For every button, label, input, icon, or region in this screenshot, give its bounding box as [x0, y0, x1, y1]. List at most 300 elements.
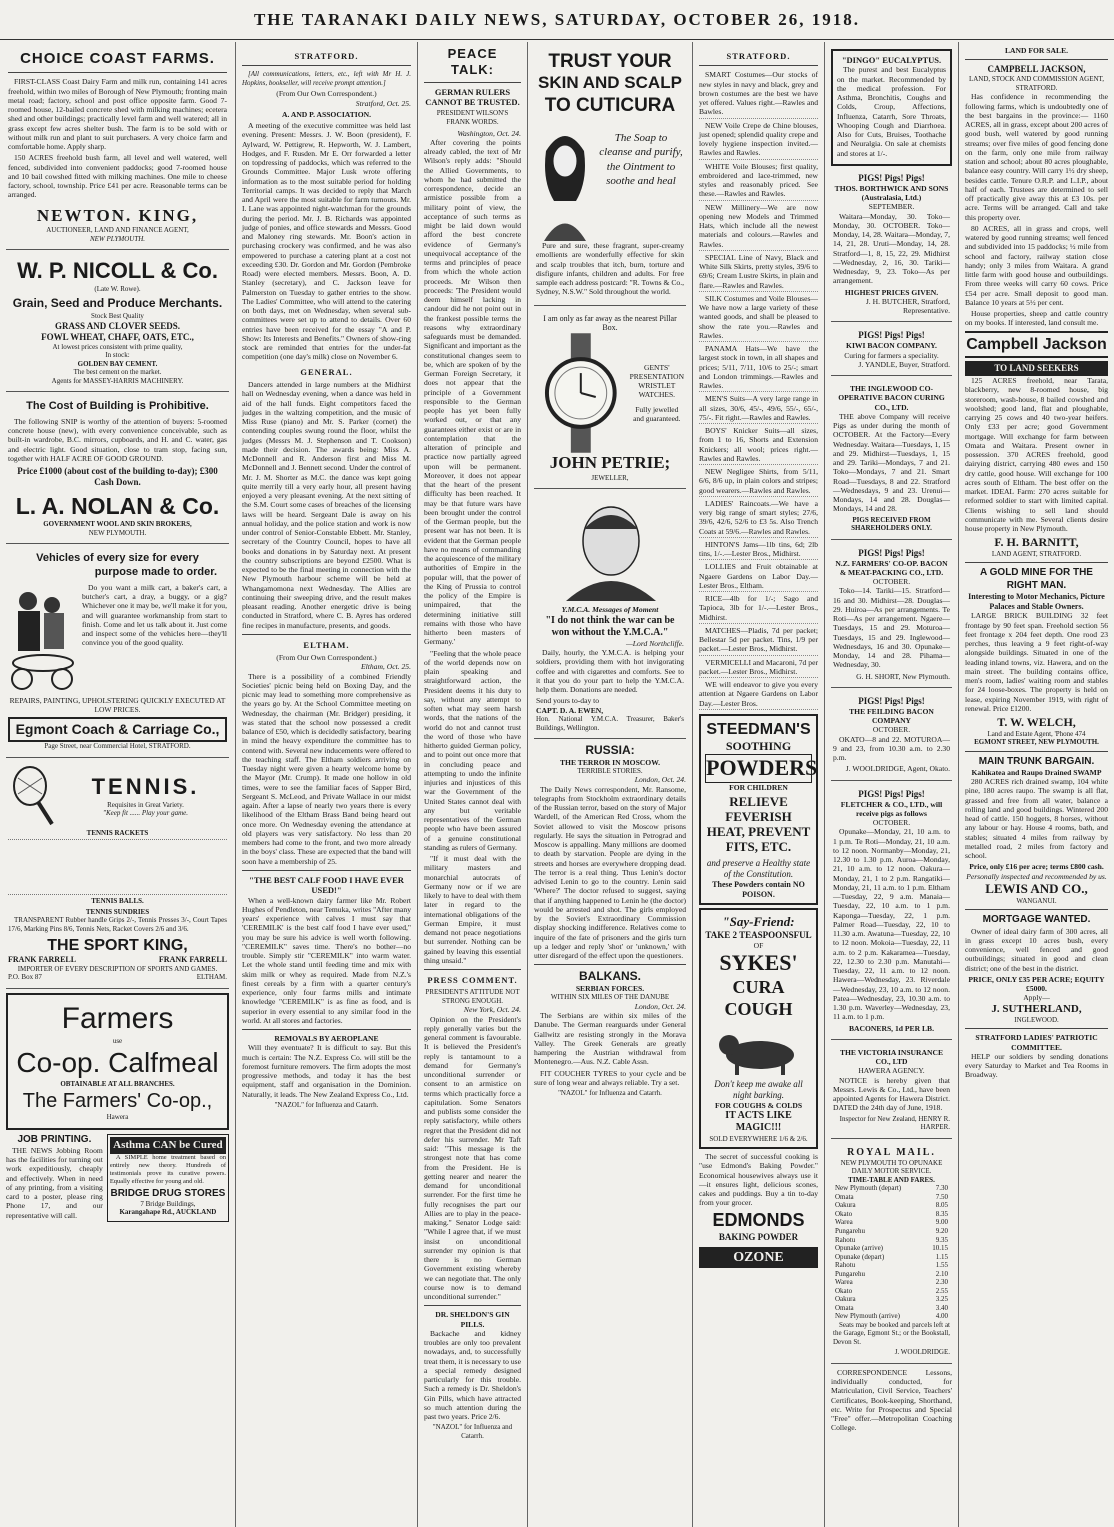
pigs3-firm: N.Z. FARMERS' CO-OP. BACON & MEAT-PACKING CO., LTD.	[835, 558, 948, 577]
classified-item: BOYS' Knicker Suits—all sizes, from 1 to 16, Shorts and Extension Knickers; all wool; prices right.—Rawles and Rawles.	[699, 426, 818, 465]
press-comment-head: PRESS COMMENT.	[427, 975, 518, 985]
job-title: JOB PRINTING.	[17, 1133, 92, 1145]
eltham-head: ELTHAM.	[303, 639, 350, 650]
mail-row	[833, 1201, 950, 1210]
sykes-magic: IT ACTS LIKE MAGIC!!!	[725, 1110, 792, 1134]
tennis-ad	[6, 762, 229, 989]
nicoll-stock: Stock Best Quality	[91, 312, 144, 321]
column-1	[0, 42, 236, 1527]
dog-illustration	[705, 1025, 815, 1075]
nicoll-title: W. P. NICOLL & Co.	[17, 258, 218, 284]
classified-item: NEW Voile Crepe de Chine blouses, just opened; splendid quality crepe and lovely hygiene inspection invited.—Rawles and Rawles.	[699, 121, 818, 160]
cuticura-ad	[534, 46, 686, 306]
drsheldon-body: Backache and kidney troubles are only too prevalent nowadays, and, to successfully treat them, it is necessary to use a special remedy designed particularly for this trouble. Such a remedy is Dr. Sheldon's Gin Pills, which have attracted so much attention during the past two years. Price 2/6.	[424, 1328, 521, 1422]
wilson-body: After covering the points already cabled, the text of Mr Wilson's reply adds: "Should the Allied Governments, to whom he had submitted the correspondence, decide an armistice possible from a military point of view, the acceptance of such terms as might be laid down would afford the best concrete evidence of Germany's unequivocal acceptance of the terms and principles of peace from which the whole action proceeds. Mr Wilson then proceeds: 'The President would deem himself lacking in candour did he not point out in the frankest possible terms the reasons why extraordinary safeguards must be demanded. Significant and important as the constitutional changes seem to be, which are spoken of by the German Foreign Secretary, it does not appear that the principle of a Government responsible to the German people has yet been fully worked out, or that any guarantees either exist or are in contemplation that the alteration of principle and practice now partially agreed upon will be permanent. Moreover, it does not appear that the heart of the present difficulty has been reached. It may be that future wars have been brought under the control of the German people, but the present war has not been. It is evident that the German people have no means of commanding the acquiescence of the military authorities of Empire in the popular will, that the power of the King of Prussia to control the policy of the Empire is unimpaired, that the determining initiative still remains with those who have hitherto been masters of Germany.'	[424, 137, 522, 647]
ymca-capt: CAPT. D. A. EWEN,	[536, 705, 604, 715]
pigs2-firm: KIWI BACON COMPANY.	[846, 341, 937, 351]
children-cart-illustration	[8, 583, 78, 693]
mail-stop: Omata	[835, 1303, 854, 1312]
ap-assoc-head: A. AND P. ASSOCIATION.	[281, 109, 372, 119]
mail-time: 2.10	[935, 1269, 948, 1278]
mail-stop: New Plymouth (depart)	[835, 1184, 902, 1193]
balkans-body: The Serbians are within six miles of the Danube. The German rearguards under General Gallwitz are resisting strongly in the Morava Valley. The Greek Generals are greatly hampering the Austrian withdrawal from Montenegro.—Aus. N.Z. Cable Assn.	[534, 1011, 686, 1067]
mail-row	[833, 1295, 950, 1304]
dingo-head: "DINGO" EUCALYPTUS.	[841, 55, 942, 65]
sykes-of: OF	[753, 941, 764, 951]
pigs4-agent: J. WOOLDRIDGE, Agent, Okato.	[845, 764, 950, 774]
pigs2-sub: Curing for farmers a speciality.	[844, 350, 939, 360]
newton-king-title: NEWTON. KING,	[36, 205, 199, 225]
dingo-body: The purest and best Eucalyptus on the market. Recommended by the medical profession. For Asthma, Bronchitis, Coughs and Colds, Croup, Affections, Influenza, Catarrh, Sore Throats, Whooping Cough and Diarrhoea. Also for Cuts, Bruises, Toothache and Neuralgia. On sale at chemists and stores at 1/-.	[837, 65, 946, 158]
nicoll-fowl: FOWL WHEAT, CHAFF, OATS, ETC.,	[41, 331, 194, 342]
mail-time: 10.15	[932, 1244, 948, 1253]
sykes-take: TAKE 2 TEASPOONSFUL	[705, 930, 812, 941]
classified-item: WHITE Voile Blouses; first quality, embroidered and lace-trimmed, new styles and reasonably priced. See these.—Rawles and Rawles.	[699, 162, 818, 201]
bridge-title: BRIDGE DRUG STORES	[110, 1187, 226, 1199]
kiwi-bacon-ad	[831, 326, 952, 376]
mail-row	[833, 1270, 950, 1279]
newton-king-sub: AUCTIONEER, LAND AND FINANCE AGENT,	[46, 226, 189, 235]
steedman-relieve: RELIEVE FEVERISH HEAT, PREVENT FITS, ETC.	[706, 794, 811, 854]
coast-farms-body-2: 150 ACRES freehold bush farm, all level and well watered, well fenced, subdivided into convenient paddocks; good 7-roomed house and 10 bail cowshed fitted with milking machines. One mile to cheese factory, school, township. Price £41 per acre. Reasonable terms can be arranged.	[8, 153, 227, 200]
terror-head: THE TERROR IN MOSCOW.	[559, 757, 660, 767]
vehicles-title-2: purpose made to order.	[94, 565, 217, 578]
calf-body: When a well-known dairy farmer like Mr. Robert Hughes of Pendleton, near Temuka, writes "After many years' experience with calves I must say that 'CEREMILK' is the best calf food I have ever used," you may be sure his advice is well worth following. "CEREMILK" saves time. There's no bother—no trouble. Simply stir "CEREMILK" into warm water. Let the whole stand until feeding time and mix with skim milk or whey as required. Made from N.Z.'s finest cereals by a firm with a quarter century's experience, only four farms mills and intimate knowledge "CEREMILK" is as fine as food, and is superior in every essential to any similar food in the world. At all stores and factories.	[242, 895, 411, 1025]
edmonds-body: The secret of successful cooking is "use Edmond's Baking Powder." Economical housewives always use it—it ensures light, delicious scones, cakes and puddings. Buy a tin to-day from your grocer.	[699, 1152, 818, 1208]
mail-note: Seats may be booked and parcels left at the Garage, Egmont St.; or the Bookstall, Devon St.	[833, 1320, 950, 1346]
edmonds-sub: BAKING POWDER	[718, 1231, 799, 1242]
pigs3-agent: G. H. SHORT, New Plymouth.	[856, 671, 950, 681]
mail-sub: NEW PLYMOUTH TO OPUNAKE DAILY MOTOR SERVICE.	[840, 1158, 943, 1176]
sykes-say: "Say-Friend:	[722, 914, 795, 930]
sport-king-title: THE SPORT KING,	[47, 936, 188, 954]
mail-stop: New Plymouth (arrive)	[835, 1312, 900, 1321]
steedman-children: FOR CHILDREN	[729, 782, 788, 792]
borthwick-ad	[831, 169, 952, 322]
egmont-coach-title: Egmont Coach & Carriage Co.,	[8, 717, 227, 742]
sport-box: P.O. Box 87	[8, 973, 42, 982]
peace-talk-title: PEACE TALK:	[447, 46, 498, 77]
mail-time: 9.00	[935, 1218, 948, 1227]
job-body: THE NEWS Jobbing Room has the facilities for turning out work expeditiously, cheaply and effectively. When in need of any printing, from a visiting card to a poster, please ring Phone 17, and our representative will call.	[6, 1145, 103, 1220]
mail-stop: Rahotu	[835, 1261, 856, 1270]
attitude-head: PRESIDENT'S ATTITUDE NOT STRONG ENOUGH.	[425, 988, 520, 1005]
pigs1-firm: THOS. BORTHWICK AND SONS (Australasia, Ltd.)	[834, 183, 949, 203]
mail-times: TIME-TABLE AND FARES.	[848, 1175, 935, 1184]
farmers-calfmeal: Co-op. Calfmeal	[16, 1046, 219, 1078]
pigs4-head: PIGS! Pigs! Pigs!	[858, 695, 925, 706]
russia-body: The Daily News correspondent, Mr. Ransome, telegraphs from Stockholm extraordinary details of the Russian terror, based on the story of Major Wardell, of the American Red Cross, whom the Soviet allowed to visit the Moscow prisons regularly. He says the situation in Petrograd and Moscow is appalling. Many millions are doomed to death by starvation. People are dying in the streets and horses are everywhere dropping dead. The terror is a real thing. Thus Lenin's doctor advised Lenin to go to the country. Lenin said 'Where?' The doctor refused to suggest, saying that if anything happened to Lenin he (the doctor) would be arrested and shot. The girls employed by the Soviet's Extraordinary Commission display shocking indifference. Relatives come to inquire of the fate of prisoners and the girls turn up a ledger and reply 'shot' or 'unknown,' with utter disregard of the effect upon the questioners.	[534, 784, 686, 961]
classified-item: SILK Costumes and Voile Blouses—We have now a large variety of these wanted goods, and shall be pleased to show the rate you.—Rawles and Rawles.	[699, 294, 818, 342]
barnitt-sub: LAND AGENT, STRATFORD.	[991, 549, 1082, 558]
asthma-body: A SIMPLE home treatment based on entirely new theory. Hundreds of testimonials prove its curative powers. Equally effective for young and old.	[109, 1153, 226, 1185]
eltham-corr: (From Our Own Correspondent.)	[276, 653, 377, 663]
victoria-ad	[831, 1044, 952, 1139]
goldmine-body: LARGE BRICK BUILDING 32 feet frontage by 90 feet span. Freehold section 56 feet frontage x 204 feet depth. One rood 23 perches, thus leaving a 9 feet right-of-way alongside buildings. Situated in one of the leading inland towns, viz. Hawera, and on the main street. The building contains office, men's room, ladies' waiting room and stables for 24 loose-boxes. The property is held on lease, expiring November 1919, with right of renewal. Price £1200.	[965, 611, 1108, 713]
northcliffe-portrait-illustration	[536, 501, 686, 601]
petrie-name: JOHN PETRIE;	[549, 453, 671, 473]
mail-time: 9.20	[935, 1227, 948, 1236]
vehicles-ad	[6, 548, 229, 758]
cost-title: The Cost of Building is Prohibitive.	[26, 400, 209, 413]
campbell-body: Has confidence in recommending the following farms, which is undoubtedly one of the best bargains in the province:— 1160 ACRES, all in grass, except about 200 acres of good bush, well watered by good running streams; over five miles of good fencing done on the farm, only one mile from railway station and school; about 80 acres ploughable, balance easy country. Will carry 1½ dry sheep, besides cattle. Tenure O.R.P. and L.I.P., about half of each. Trustees are determined to sell off practically give away this at £3 10s. per acre. Terms will be arranged. Call and take this property over.	[965, 92, 1108, 222]
victoria-sig: Inspector for New Zealand, HENRY R. HARPER.	[839, 1114, 950, 1132]
mail-stop: Opunake (depart)	[835, 1252, 885, 1261]
stratford-classifieds	[699, 70, 818, 710]
pigs1-prices: HIGHEST PRICES GIVEN.	[844, 287, 939, 297]
mail-row	[833, 1312, 950, 1321]
pigs3-body: Toko—14. Tariki—15. Stratford—16 and 30. Midhirst—28. Douglas—29. Huiroa—As per arrangements. Te Roti—As per arrangement. Ngaere—Tuesdays, 15 and 29. Moturoa—Tuesdays, 15 and 29. Inglewood—Wednesdays, 16 and 30. Opunake—Monday, 14 and 28. Pihama—Wednesday, 30.	[833, 586, 950, 670]
ymca-body: Daily, hourly, the Y.M.C.A. is helping your soldiers, providing them with hot invigorating coffee and with cigarettes and comforts. See to it that you do your part to help the Y.M.C.A. help them. Donations are needed.	[536, 648, 684, 695]
barnitt-name: F. H. BARNITT,	[994, 535, 1079, 550]
mail-stop: Oakura	[835, 1201, 856, 1210]
victoria-body: NOTICE is hereby given that Messrs. Lewis & Co., Ltd., have been appointed Agents for Hawera District. DATED the 24th day of June, 1918.	[833, 1075, 950, 1113]
tennis-sundries-head: TENNIS SUNDRIES	[85, 907, 150, 916]
patriotic-body: HELP our soldiers by sending donations every Saturday to Market and Tea Rooms in Broadway.	[965, 1051, 1108, 1080]
welch-sub: Land and Estate Agent, 'Phone 474	[987, 729, 1086, 738]
sport-importer: IMPORTER OF EVERY DESCRIPTION OF SPORTS AND GAMES.	[17, 964, 218, 973]
stratford-head-2: STRATFORD.	[726, 51, 791, 61]
sykes-name: SYKES'	[719, 950, 798, 976]
dingo-ad	[831, 49, 952, 166]
ing-body: THE above Company will receive Pigs as under during the month of OCTOBER. At the Factory—Every Wednesday. Waitara—Tuesdays, 1, 15 and 29. Midhirst—Tuesdays, 1, 15 and 29. Tariki—Mondays, 7 and 21. Toko—Mondays, 7 and 21. Smart Road—Tuesdays, 8 and 22. Stratford—Wednesdays, 9 and 23. Urenui—Mondays, 14 and 28. Douglas—Mondays, 14 and 28.	[833, 411, 950, 514]
general-body: Dancers attended in large numbers at the Midhirst hall on Wednesday evening, when a dance was held in aid of the hall funds. Eight competitors faced the judges in the waltzing competition, and the music of Miss Ruse (piano) and Mr. S. Parker (cornet) the contending couples swung round the floor, whilst the judges (Messrs M. J. Stephenson and T. Cookson) made their decision. The awards being: Miss A. McDonnell and R. Anderson first and Miss M. McDonnell and J. Bennett second. Under the control of Mr. J. M. Shorter as M.C. the dance was kept going quite merrily till a very early hour, all present having enjoyed a very pleasant evening. At the next sitting of the S.M. Court some cases of breaches of the licensing laws will be heard. Sergeant Dale is away on his annual holiday, and the police station and work is now under control of Senior-Constable Ebbett. Mr. Stanley, secretary of the Country Council, hopes to have all books and donations in by Saturday next. At present the country subscriptions are beyond £2500. What is expected to be the final meeting in connection with the New Plymouth harbour scheme will be held at Whangamomona next Wednesday. The Allies are continuing their sweeping drive, and the result makes pleasant reading. Another energetic drive is being conducted in Stratford, where C. B. Ayres has ordered fine recipes in manufacture, presents, and goods.	[242, 380, 411, 630]
column-5	[693, 42, 825, 1527]
sykes-sold: SOLD EVERYWHERE 1/6 & 2/6.	[709, 1134, 808, 1143]
nolan-sub: GOVERNMENT WOOL AND SKIN BROKERS,	[43, 520, 192, 529]
tennis-rackets-head: TENNIS RACKETS	[86, 828, 149, 837]
mail-time: 2.30	[935, 1278, 948, 1287]
mail-row	[833, 1236, 950, 1245]
nicoll-head: Grain, Seed and Produce Merchants.	[12, 295, 223, 310]
mail-time: 7.50	[935, 1192, 948, 1201]
cuticura-line-1: TRUST YOUR	[548, 51, 672, 72]
ymca-ad	[534, 493, 686, 739]
mail-stop: Warea	[835, 1278, 853, 1287]
mail-time: 8.35	[935, 1209, 948, 1218]
steedman-title: STEEDMAN'S	[706, 720, 811, 738]
cuticura-body: Pure and sure, these fragrant, super-creamy emollients are wonderfully effective for skin and scalp troubles that itch, burn, torture and disfigure infants, children and adults. For free sample each address postcard: "R. Towns & Co., Sydney, N.S.W." Sold throughout the world.	[536, 241, 684, 297]
pigs5-head: PIGS! Pigs! Pigs!	[858, 788, 925, 799]
tennis-rackets-list	[8, 839, 227, 895]
wilson-date: Washington, Oct. 24.	[457, 128, 521, 138]
sykes-awake: Don't keep me awake all night barking.	[714, 1079, 803, 1101]
newton-king-town: NEW PLYMOUTH.	[89, 234, 146, 243]
mail-row	[833, 1218, 950, 1227]
nicoll-late: (Late W. Rowe).	[94, 285, 141, 294]
ny-date: New York, Oct. 24.	[463, 1005, 521, 1015]
mail-stop: Omata	[835, 1192, 854, 1201]
stratford-corr: (From Our Own Correspondent.)	[276, 89, 377, 99]
sykes-coughs: FOR COUGHS & COLDS	[714, 1101, 803, 1111]
campbell-big: Campbell Jackson	[965, 331, 1108, 359]
farmers-coop-name: The Farmers' Co-op.,	[22, 1089, 213, 1112]
mail-row	[833, 1210, 950, 1219]
tennis-sundries-body: TRANSPARENT Rubber handle Grips 2/-, Tennis Presses 3/-, Court Tapes 17/6, Marking Pins 8/6, Tennis Nets, Racket Covers 2/6 and 3/6.	[8, 916, 227, 933]
bottom-row-col1	[6, 1134, 229, 1222]
cost-building-ad	[6, 396, 229, 544]
farmers-use: use	[112, 1037, 123, 1046]
pigs3-month: OCTOBER.	[872, 577, 911, 587]
russia-date: London, Oct. 24.	[634, 775, 686, 785]
petrie-fully: Fully jewelled and guaranteed.	[633, 405, 681, 424]
welch-name: T. W. WELCH,	[997, 715, 1076, 730]
pigs4-month: OCTOBER.	[872, 725, 911, 735]
woman-portrait-illustration	[536, 121, 594, 241]
egmont-coach-addr: Page Street, near Commercial Hotel, STRATFORD.	[44, 742, 191, 751]
classified-item: MEN'S Suits—A very large range in all sizes, 30/6, 45/-, 49/6, 55/-, 65/-, 75/-. Fit right.—Rawles and Rawles.	[699, 394, 818, 424]
mail-time: 1.15	[935, 1252, 948, 1261]
masthead: THE TARANAKI DAILY NEWS, SATURDAY, OCTOBER 26, 1918.	[0, 0, 1114, 40]
nicoll-cement: GOLDEN BAY CEMENT.	[77, 359, 158, 368]
mail-stop: Okato	[835, 1209, 853, 1218]
pigs5-firm: FLETCHER & CO., LTD., will receive pigs as follows	[840, 799, 943, 818]
campbell-sub: LAND, STOCK AND COMMISSION AGENT, STRATFORD.	[968, 75, 1105, 92]
job-printing-ad	[6, 1134, 103, 1222]
pigs5-price: BACONERS, 1d PER LB.	[848, 1023, 935, 1033]
classified-item: LADIES' Raincoats.—We have a very big range of smart styles; 27/6, 39/6, 42/6, 52/6 to £3 5s. Also Trench Coats at 59/6.—Rawles and Rawles.	[699, 499, 818, 538]
nicoll-ad	[6, 254, 229, 392]
mail-time: 3.25	[935, 1295, 948, 1304]
general-head: GENERAL.	[300, 366, 353, 377]
farmers-coop-ad	[6, 993, 229, 1130]
farmers-town: Hawera	[106, 1113, 129, 1122]
coast-farms-ad	[6, 46, 229, 250]
vehicles-body: Do you want a milk cart, a baker's cart, a butcher's cart, a dray, a buggy, or a gig? Whichever one it may be, we'll make it for you, and will guarantee workmanship from start to finish. Come and let us talk about it. Just come and inspect some of the vehicles here—they'll convince you of the good quality.	[82, 582, 227, 648]
asthma-ad	[107, 1134, 229, 1222]
mail-row	[833, 1227, 950, 1236]
campbell-body-2: 80 ACRES, all in grass and crops, well watered by good running streams; well fenced and subdivided into 15 paddocks; ½ mile from school and factory, railway station close handy; only 3 miles from Waitara. A grand little farm with good house and outbuildings. From three weeks will carry 60 cows. Price £54 per acre. Small deposit to good man. Balance 10 years at 5½ per cent.	[965, 223, 1108, 307]
pigs2-head: PIGS! Pigs! Pigs!	[858, 330, 925, 341]
nazol-ad-2: "NAZOL" for Influenza and Catarrh.	[432, 1423, 513, 1440]
lewis-name: LEWIS AND CO.,	[985, 880, 1088, 896]
mail-time: 1.55	[935, 1261, 948, 1270]
classified-item: MATCHES—Pladis, 7d per packet; Bellestar 5d per packet. Tins, 1/9 per packet.—Lester Bros., Midhirst.	[699, 626, 818, 656]
classified-item: WE will endeavor to give you every attention at Ngaere Gardens on Labor Day.—Lester Bros.	[699, 680, 818, 710]
nicoll-best: The best cement on the market.	[73, 368, 162, 377]
nolan-town: NEW PLYMOUTH.	[88, 528, 147, 537]
tennis-sub: Requisites in Great Variety.	[107, 800, 184, 809]
cuticura-line-2: SKIN AND SCALP	[538, 73, 682, 93]
calf-head: "THE BEST CALF FOOD I HAVE EVER USED!"	[249, 874, 404, 896]
petrie-gents: GENTS' PRESENTATION WRISTLET WATCHES.	[629, 362, 685, 400]
royal-mail-ad	[831, 1143, 952, 1364]
tennis-keep: "Keep fit ...... Play your game.	[103, 809, 188, 818]
ing-shareholders: PIGS RECEIVED FROM SHAREHOLDERS ONLY.	[851, 515, 932, 533]
column-2	[236, 42, 418, 1527]
asthma-title: Asthma CAN be Cured	[110, 1137, 226, 1154]
correspondence-ad: CORRESPONDENCE Lessons, individually conducted, for Matriculation, Civil Service, Teachers' Certificates, Book-keeping, Shorthand, etc. Write for Prospectus and Special "Free" offer.—Metropolitan Coaching College.	[831, 1367, 952, 1433]
patriotic-head: STRATFORD LADIES' PATRIOTIC COMMITTEE.	[975, 1033, 1098, 1052]
column-3	[418, 42, 528, 1527]
pigs1-month: SEPTEMBER.	[868, 202, 915, 212]
wilson-body-3: "If it must deal with the military masters and monarchial autocrats of Germany now or if we are likely to have to deal with them later in regard to the international obligations of the German Empire, it must demand not peace negotiations but surrender. Nothing can be gained by leaving this essential thing unsaid."	[424, 854, 521, 965]
mail-stop: Warea	[835, 1218, 853, 1227]
petrie-top: I am only as far away as the nearest Pillar Box.	[543, 313, 677, 333]
mail-stop: Pungarehu	[835, 1227, 865, 1236]
mail-row	[833, 1261, 950, 1270]
mail-row	[833, 1253, 950, 1262]
stratford-body: A meeting of the executive committee was held last evening. Present: Messrs. J. W. Boon (president), F. Aylward, W. Pettigrew, R. Hepworth, W. J. Lambert, Hodges, and F. Rusden. Mr E. Orr forwarded a letter on topdressing of paddocks, which was referred to the Grounds Committee. Major Lusk wrote offering information as to the most suitable period for holding Territorial camps. It was decided to reply that March and April were the most suitable for farm turnouts. Mr. I. Lane was appointed night-watchman for the grounds during the period. Mr. J. B. Richards was appointed judge of ponies, and office stewards and Messrs. Good and Maloney ring stewards. Mr. Boon's action in purchasing crockery was confirmed, and he was also empowered to purchase a catering plant at a cost not exceeding £30. Dr. Gordon and Mr. Gordon (Pembroke Road) were elected members. Messrs. Boon, A. D. Stanley (secretary), and C. Jackson leave for Palmerston on Tuesday to gather entries to the show. The Ladies' Committee, who will attend to the catering on both days, met on Wednesday, when several sub-committees were set up to attend to details. Over 60 entries have been received for the essay "A and P. Show: Its Interests and Benefits." Owners of show-ring stock are reminded that entries for the under-fat competition (one day's milk) close on November 6.	[242, 121, 411, 362]
stratford-date: Stratford, Oct. 25.	[355, 98, 411, 108]
sutherland-town: INGLEWOOD.	[1014, 1015, 1059, 1024]
column-6	[825, 42, 959, 1527]
mortgage-body: Owner of ideal dairy farm of 300 acres, all in grass except 10 acres bush, every convenience, well fenced and good outbuildings; situated in good and clean district; one of the best in the district.	[965, 926, 1108, 973]
tennis-balls-head: TENNIS BALLS.	[91, 897, 144, 906]
pigs1-body: Waitara—Monday, 30. Toko—Monday, 30. OCTOBER. Toko—Monday, 14, 28. Waitara—Monday, 7, 14, 21, 28. Uruti—Monday, 14, 28. Stratford—1, 8, 15, 22, 29. Midhirst—Wednesday, 2, 16, 30. Tariki—Wednesday, 9, 23. Toko—As per arrangement.	[833, 211, 950, 286]
trunk-head: MAIN TRUNK BARGAIN.	[978, 755, 1095, 767]
danube-head: WITHIN SIX MILES OF THE DANUBE	[550, 993, 670, 1002]
wilson-head: PRESIDENT WILSON'S FRANK WORDS.	[436, 109, 509, 126]
mail-row	[833, 1287, 950, 1296]
fletcher-ad	[831, 785, 952, 1040]
steedman-powders: POWDERS	[705, 754, 812, 783]
pigs4-firm: THE FEILDING BACON COMPANY	[849, 706, 934, 726]
farmers-obtainable: OBTAINABLE AT ALL BRANCHES.	[60, 1080, 175, 1089]
kahikatea-head: Kahikatea and Raupo Drained SWAMP	[971, 767, 1102, 777]
vehicles-repairs: REPAIRS, PAINTING, UPHOLSTERING QUICKLY EXECUTED AT LOW PRICES.	[9, 695, 226, 715]
classified-item: HINTON'S Jams—1lb tins, 6d; 2lb tins, 1/-.—Lester Bros., Midhirst.	[699, 540, 818, 561]
classified-item: NEW Negligee Shirts, from 5/11, 6/6, 8/6 up, in plain colors and stripes; good wearers.—Rawles and Rawles.	[699, 467, 818, 497]
steedman-ad	[699, 714, 818, 905]
nazol-ad-3: "NAZOL" for Influenza and Catarrh.	[558, 1089, 662, 1098]
vehicles-title: Vehicles of every size for every	[36, 552, 199, 565]
classified-item: NEW Millinery—We are now opening new Models and Trimmed Hats, which include all the newest materials and colours.—Rawles and Rawles.	[699, 203, 818, 251]
mortgage-head: MORTGAGE WANTED.	[982, 914, 1091, 926]
pigs5-body: Opunake—Monday, 21, 10 a.m. to 1 p.m. Te Roti—Monday, 21, 10 a.m. to 12 noon. Normanby—Monday, 21, 12.30 to 1.30 p.m. Auroa—Monday, 21, 10 a.m. to 12 noon. Oakura—Monday, 21, 1 to 2 p.m. Rangatiki—Monday, 21, 11 a.m. to 1 p.m. Eltham—Tuesday, 22, 9 a.m. Manaia—Tuesday, 22, 10 a.m. to 1 p.m. Kaponga—Tuesday, 22, 1 p.m. Palmer Road—Tuesday, 22, 10 to 11.30 a.m. Awatuna—Tuesday, 22, 10 to 12 noon. Mokoia—Tuesday, 22, 11 a.m. to 2 p.m. Kakaramea—Tuesday, 22, 12.30 to 2.30 p.m. Manutahi—Tuesday, 22, 11 a.m. to 12 noon. Hawera—Wednesday, 23. Riverdale—Wednesday, 23, 10 a.m. to 12 noon. Patea—Wednesday, 23, 10.30 a.m. to 1.30 p.m. Waverley—Wednesday, 23, 11 a.m. to 1 p.m.	[833, 827, 950, 1022]
removals-body: Will they eventuate? It is difficult to say. But this much is certain: The N.Z. Express Co. will still be the foremost furniture removers. The firm adopts the most progressive methods, and today it has the best equipment, staff and organisation in the Dominion. Naturally, it leads. The New Zealand Express Co., Ltd.	[242, 1043, 411, 1099]
swamp-rec: Personally inspected and recommended by us.	[966, 871, 1107, 881]
tennis-racket-icon	[8, 766, 58, 826]
mail-row	[833, 1184, 950, 1193]
ny-body: Opinion on the President's reply generally varies but the general comment is favourable. It is believed the President's reply is tantamount to a demand for Germany's unconditional surrender or consent to an armistice on terms which practically force a capitulation. Some Senators and publists some consider the reply satisfactory, while others regret that the President did not defer his surrender. Mr Taft said: "This message is the strongest note that has come from the President. He is getting nearer and nearer the demand for unconditional surrender. For the first time he fully recognises the part our Allies are to play in the peace-making." Senator Lodge said: "While I agree that, if we must insist on unconditional surrender my opinion is that there is no German Government existing whereby we can negotiate that. The only course now is to demand unconditional surrender."	[424, 1014, 521, 1302]
german-rulers-head: GERMAN RULERS CANNOT BE TRUSTED.	[425, 86, 520, 108]
pigs2-agent: J. YANDLE, Buyer, Stratford.	[858, 359, 950, 369]
classified-item: VERMICELLI and Macaroni, 7d per packet.—Lester Bros., Midhirst.	[699, 658, 818, 679]
mail-time: 8.05	[935, 1201, 948, 1210]
mail-stop: Oakura	[835, 1295, 856, 1304]
campbell-name: CAMPBELL JACKSON,	[987, 64, 1086, 75]
removals-head: REMOVALS BY AEROPLANE	[274, 1034, 379, 1044]
mail-time: 2.55	[935, 1286, 948, 1295]
serbian-head: SERBIAN FORCES.	[575, 984, 645, 994]
ymca-lord: —Lord Northcliffe.	[626, 638, 684, 648]
russia-head: RUSSIA:	[585, 743, 635, 758]
tennis-title: TENNIS.	[91, 773, 200, 799]
ing-head: THE INGLEWOOD CO-OPERATIVE BACON CURING CO., LTD.	[838, 384, 945, 412]
edmonds-title: EDMONDS	[712, 1209, 805, 1230]
mail-head: ROYAL MAIL.	[847, 1146, 936, 1158]
coast-farms-title: CHOICE COAST FARMS.	[20, 50, 215, 67]
bridge-town: Karangahape Rd., AUCKLAND	[119, 1208, 217, 1217]
column-7	[959, 42, 1114, 1527]
feilding-ad	[831, 692, 952, 781]
stratford-head: STRATFORD.	[294, 51, 359, 61]
mail-row	[833, 1278, 950, 1287]
seekers-body: 125 ACRES freehold, near Tarata, blackberry, new 8-roomed house, big storeroom, wash-house, 8 bailed cowshed and woolshed; good land, flat and ploughable, carrying 25 cows and 40 two-year heifers. Only £33 per acre; good Government mortgage. Will exchange for farm between Omata and Waitara. Present owner in possession. 370 ACRES freehold, good dairying district, carrying 480 ewes and 150 dry cattle, good house. Will exchange for 100 acres south of Eltham. The best offer on the market. IDEAL Farm: 270 acres suitable for reformed soldier to start with limited capital. Clients wishing to sell land should communicate with me. Several clients desire house property in New Plymouth.	[965, 376, 1108, 534]
nolan-title: L. A. NOLAN & Co.	[15, 493, 220, 520]
sykes-cura: CURA COUGH	[724, 977, 793, 1020]
petrie-job: JEWELLER,	[591, 473, 629, 482]
ozone-ad: OZONE	[699, 1247, 818, 1268]
classified-item: SPECIAL Line of Navy, Black and White Silk Skirts, pretty styles, 39/6 to 69/6; Cream Lustre Skirts, in plain and flare.—Rawles and Rawles.	[699, 253, 818, 292]
nicoll-instock: In stock:	[105, 351, 130, 360]
mail-time: 3.40	[935, 1303, 948, 1312]
column-4	[528, 42, 693, 1527]
sport-left: FRANK FARRELL	[8, 955, 77, 965]
mortgage-apply: Apply—	[1023, 993, 1050, 1003]
eltham-body: There is a possibility of a combined Friendly Societies' picnic being held on Boxing Day, and the picnic may lead to something more comprehensive as the years go by. At the School Committee meeting on Wednesday, the chairman (Mr. Bridger) presiding, it was stated that the school now possessed a credit balance of £50, which is decidedly satisfactory, bearing in mind the heavy expenditure the committee has to contend with. Several new inducements were offered to the teaching staff. The Eltham soldiers arriving on Tuesday night were given a hearty welcome home by the Mayor (Mr. Crump). It made one hollow in old times, were to see the familiar faces of Sapper Bird, Sergeant S. McLeod, and Private Wallace in our midst again. After a lapse of nearly two years there is every likelihood of the Eltham Brass Band being heard out once more. On Wednesday evening the attendance at old players was very satisfactory. No less than 20 members had come to the front, and two more already in the boys' class. These are expected that the band will soon have a membership of 25.	[242, 671, 411, 866]
pigs1-head: PIGS! Pigs! Pigs!	[858, 172, 925, 183]
tyres-ad: FIT COUCHER TYRES to your cycle and be sure of long wear and always reliable. Try a set.	[534, 1068, 686, 1087]
swamp-price: Price, only £16 per acre; terms £800 cash.	[969, 862, 1104, 872]
sutherland-name: J. SUTHERLAND,	[991, 1002, 1082, 1015]
mail-time: 4.00	[935, 1312, 948, 1321]
classified-item: LOLLIES and Fruit obtainable at Ngaere Gardens on Labor Day.—Lester Bros., Eltham.	[699, 562, 818, 592]
ymca-send: Send yours to-day to	[536, 696, 600, 706]
pigs5-month: OCTOBER.	[872, 818, 911, 828]
mail-row	[833, 1193, 950, 1202]
land-sale-head: LAND FOR SALE.	[1004, 46, 1069, 55]
sykes-ad	[699, 908, 818, 1149]
nazol-ad-1: "NAZOL" for Influenza and Catarrh.	[274, 1100, 379, 1109]
mail-row	[833, 1244, 950, 1253]
steedman-soothing: SOOTHING	[725, 739, 792, 754]
mail-agent: J. WOOLDRIDGE.	[894, 1348, 950, 1357]
cuticura-line-3: TO CUTICURA	[544, 94, 676, 116]
ymca-title: Y.M.C.A. Messages of Moment	[561, 605, 659, 615]
classified-item: SMART Costumes—Our stocks of new styles in navy and black, grey and brown costumes are the best we have yet offered. Values right.—Rawles and Bawles.	[699, 70, 818, 118]
cuticura-soap: The Soap to cleanse and purify, the Ointment to soothe and heal	[599, 132, 683, 187]
ymca-treas: Hon. National Y.M.C.A. Treasurer, Baker's Buildings, Wellington.	[536, 714, 684, 732]
mail-stop: Opunake (arrive)	[835, 1244, 884, 1253]
mail-stop: Okato	[835, 1286, 853, 1295]
mortgage-price: PRICE, ONLY £35 PER ACRE; EQUITY £5000.	[968, 974, 1105, 993]
campbell-house: House properties, sheep and cattle country on my books. If interested, land consult me.	[965, 309, 1108, 328]
balkans-date: London, Oct. 24.	[634, 1001, 686, 1011]
sport-right: FRANK FARRELL	[158, 955, 227, 965]
swamp-body: 280 ACRES rich drained swamp, 104 white pine, 180 acres raupo. The swamp is all flat, grassed and free from all water, balance a rolling land and good buildings. Wintered 200 head of cattle. 150 hoggets, 8 horses, without any labour or hay. House 4 rooms, bath, and stables; situated 4 miles from railway by metalled road, 2 miles from factory and school.	[965, 777, 1108, 861]
balkans-head: BALKANS.	[579, 969, 641, 984]
goldmine-head: A GOLD MINE FOR THE RIGHT MAN.	[980, 567, 1093, 591]
seekers-head: TO LAND SEEKERS	[965, 361, 1108, 376]
drsheldon-head: DR. SHELDON'S GIN PILLS.	[435, 1310, 510, 1329]
ymca-quote: "I do not think the war can be won without the Y.M.C.A."	[545, 614, 675, 638]
farmers-title: Farmers	[61, 1001, 174, 1035]
mail-time: 7.30	[935, 1184, 948, 1193]
steedman-nopoison: These Powders contain NO POISON.	[712, 879, 805, 899]
coast-farms-body: FIRST-CLASS Coast Dairy Farm and milk run, containing 141 acres freehold, within two miles of Borough of New Plymouth; fronting main metal road; factory, school and post office opposite farm. Good 7-roomed house, 12-bailed concrete shed with milking machines; ecetera shed and other buildings; practically level farm and well watered; all in grass except few acres shelter bush. The farm is to be sold with or without milk run and plant to suit purchasers. A very choice farm and comfortable home. Apply sharp.	[8, 77, 227, 152]
mail-row	[833, 1304, 950, 1313]
mail-timetable	[833, 1184, 950, 1321]
victoria-head: THE VICTORIA INSURANCE CO., LTD	[839, 1047, 944, 1067]
cost-price: Price £1000 (about cost of the building to-day); £300 Cash Down.	[17, 466, 218, 488]
goldmine-sub: Interesting to Motor Mechanics, Picture Palaces and Stable Owners.	[968, 591, 1105, 611]
mail-time: 9.35	[935, 1235, 948, 1244]
lewis-town: WANGANUI.	[1016, 896, 1057, 905]
inglewood-ad	[831, 380, 952, 540]
wristlet-watch-illustration	[536, 333, 626, 453]
petrie-ad	[534, 310, 686, 490]
terrible-head: TERRIBLE STORIES.	[577, 766, 643, 775]
wilson-body-2: "Feeling that the whole peace of the world depends now on plain speaking and straightforward action, the President deems it his duty to say, without any attempt to soften what may seem harsh words, that the nations of the world do not and cannot trust the word of those who have hitherto guided German policy, and to point out once more that in concluding peace and attempting to undo the infinite injuries and injustices of this war the Government of the United States cannot deal with any but veritable representatives of the German people who have been assured of a genuine constitutional standing as rulers of Germany.	[424, 648, 521, 852]
nicoll-prices: At lowest prices consistent with prime quality,	[52, 342, 183, 351]
mail-stop: Rahotu	[835, 1235, 856, 1244]
classified-item: RICE—4lb for 1/-; Sago and Tapioca, 3lb for 1/-.—Lester Bros., Midhirst.	[699, 594, 818, 624]
pigs3-head: PIGS! Pigs! Pigs!	[858, 547, 925, 558]
pigs4-body: OKATO—8 and 22. MOTUROA—9 and 23, from 10.30 a.m. to 2.30 p.m.	[833, 734, 950, 763]
stratford-note: [All communications, letters, etc., left with Mr H. J. Hopkins, bookseller, will receive prompt attention.]	[242, 70, 411, 87]
